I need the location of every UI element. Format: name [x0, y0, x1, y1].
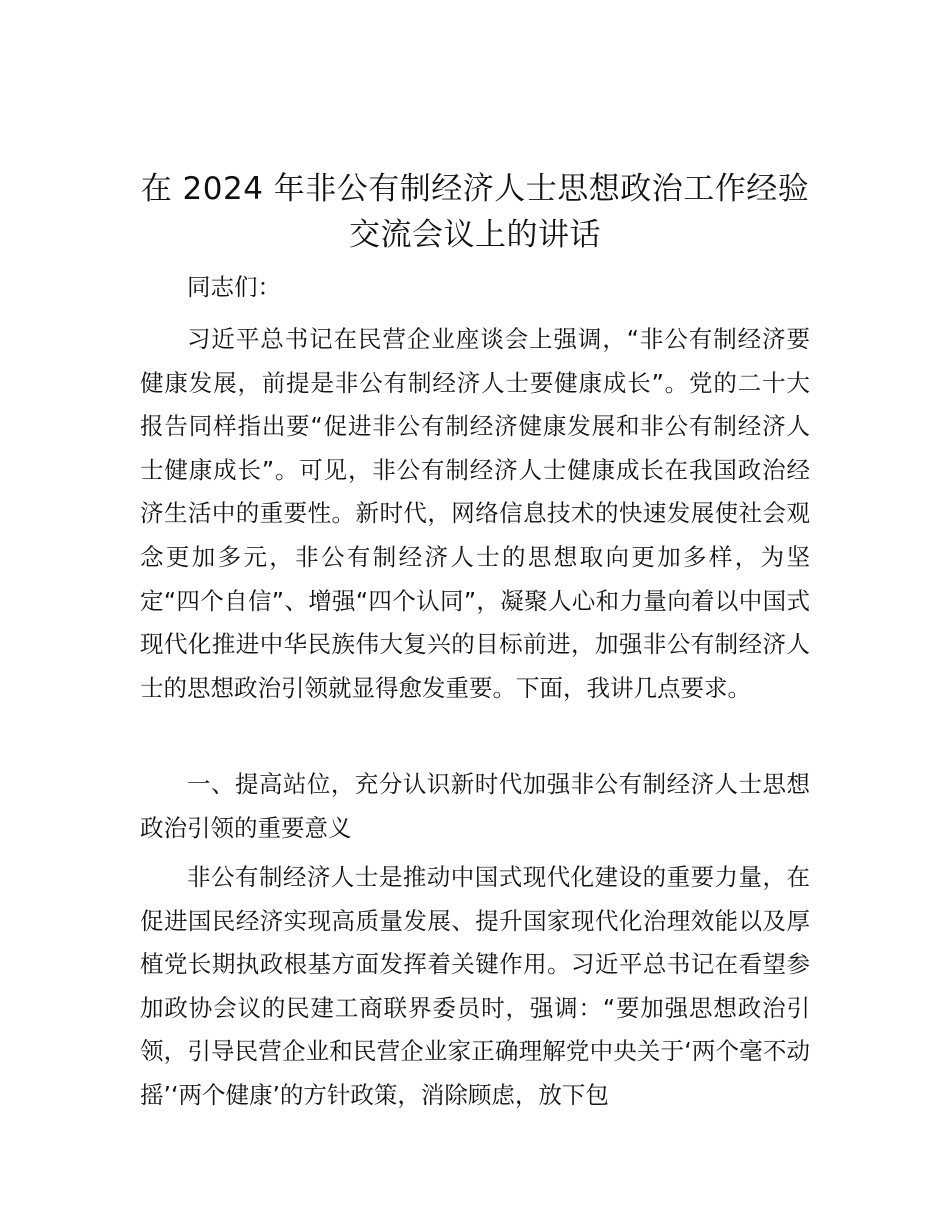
greeting: 同志们：: [187, 273, 281, 301]
section-heading-1: 一、提高站位，充分认识新时代加强非公有制经济人士思想政治引领的重要意义: [140, 770, 810, 842]
paragraph-intro: 习近平总书记在民营企业座谈会上强调，“非公有制经济要健康发展，前提是非公有制经济人士要健康成长”。党的二十大报告同样指出要“促进非公有制经济健康发展和非公有制经济人士健康成长”。可见，非公有制经济人士健康成长在我国政治经济生活中的重要性。新时代，网络信息技术的快速发展使社会观念更加多元，非公有制经济人士的思想取向更加多样，为坚定“四个自信”、增强“四个认同”，凝聚人心和力量向着以中国式现代化推进中华民族伟大复兴的目标前进，加强非公有制经济人士的思想政治引领就显得愈发重要。下面，我讲几点要求。: [140, 325, 810, 702]
paragraph-section-1: 非公有制经济人士是推动中国式现代化建设的重要力量，在促进国民经济实现高质量发展、提升国家现代化治理效能以及厚植党长期执政根基方面发挥着关键作用。习近平总书记在看望参加政协会议的民建工商联界委员时，强调：“要加强思想政治引领，引导民营企业和民营企业家正确理解党中央关于‘两个毫不动摇’‘两个健康’的方针政策，消除顾虑，放下包: [140, 863, 810, 1109]
document-title: 在 2024 年非公有制经济人士思想政治工作经验交流会议上的讲话: [140, 171, 810, 253]
